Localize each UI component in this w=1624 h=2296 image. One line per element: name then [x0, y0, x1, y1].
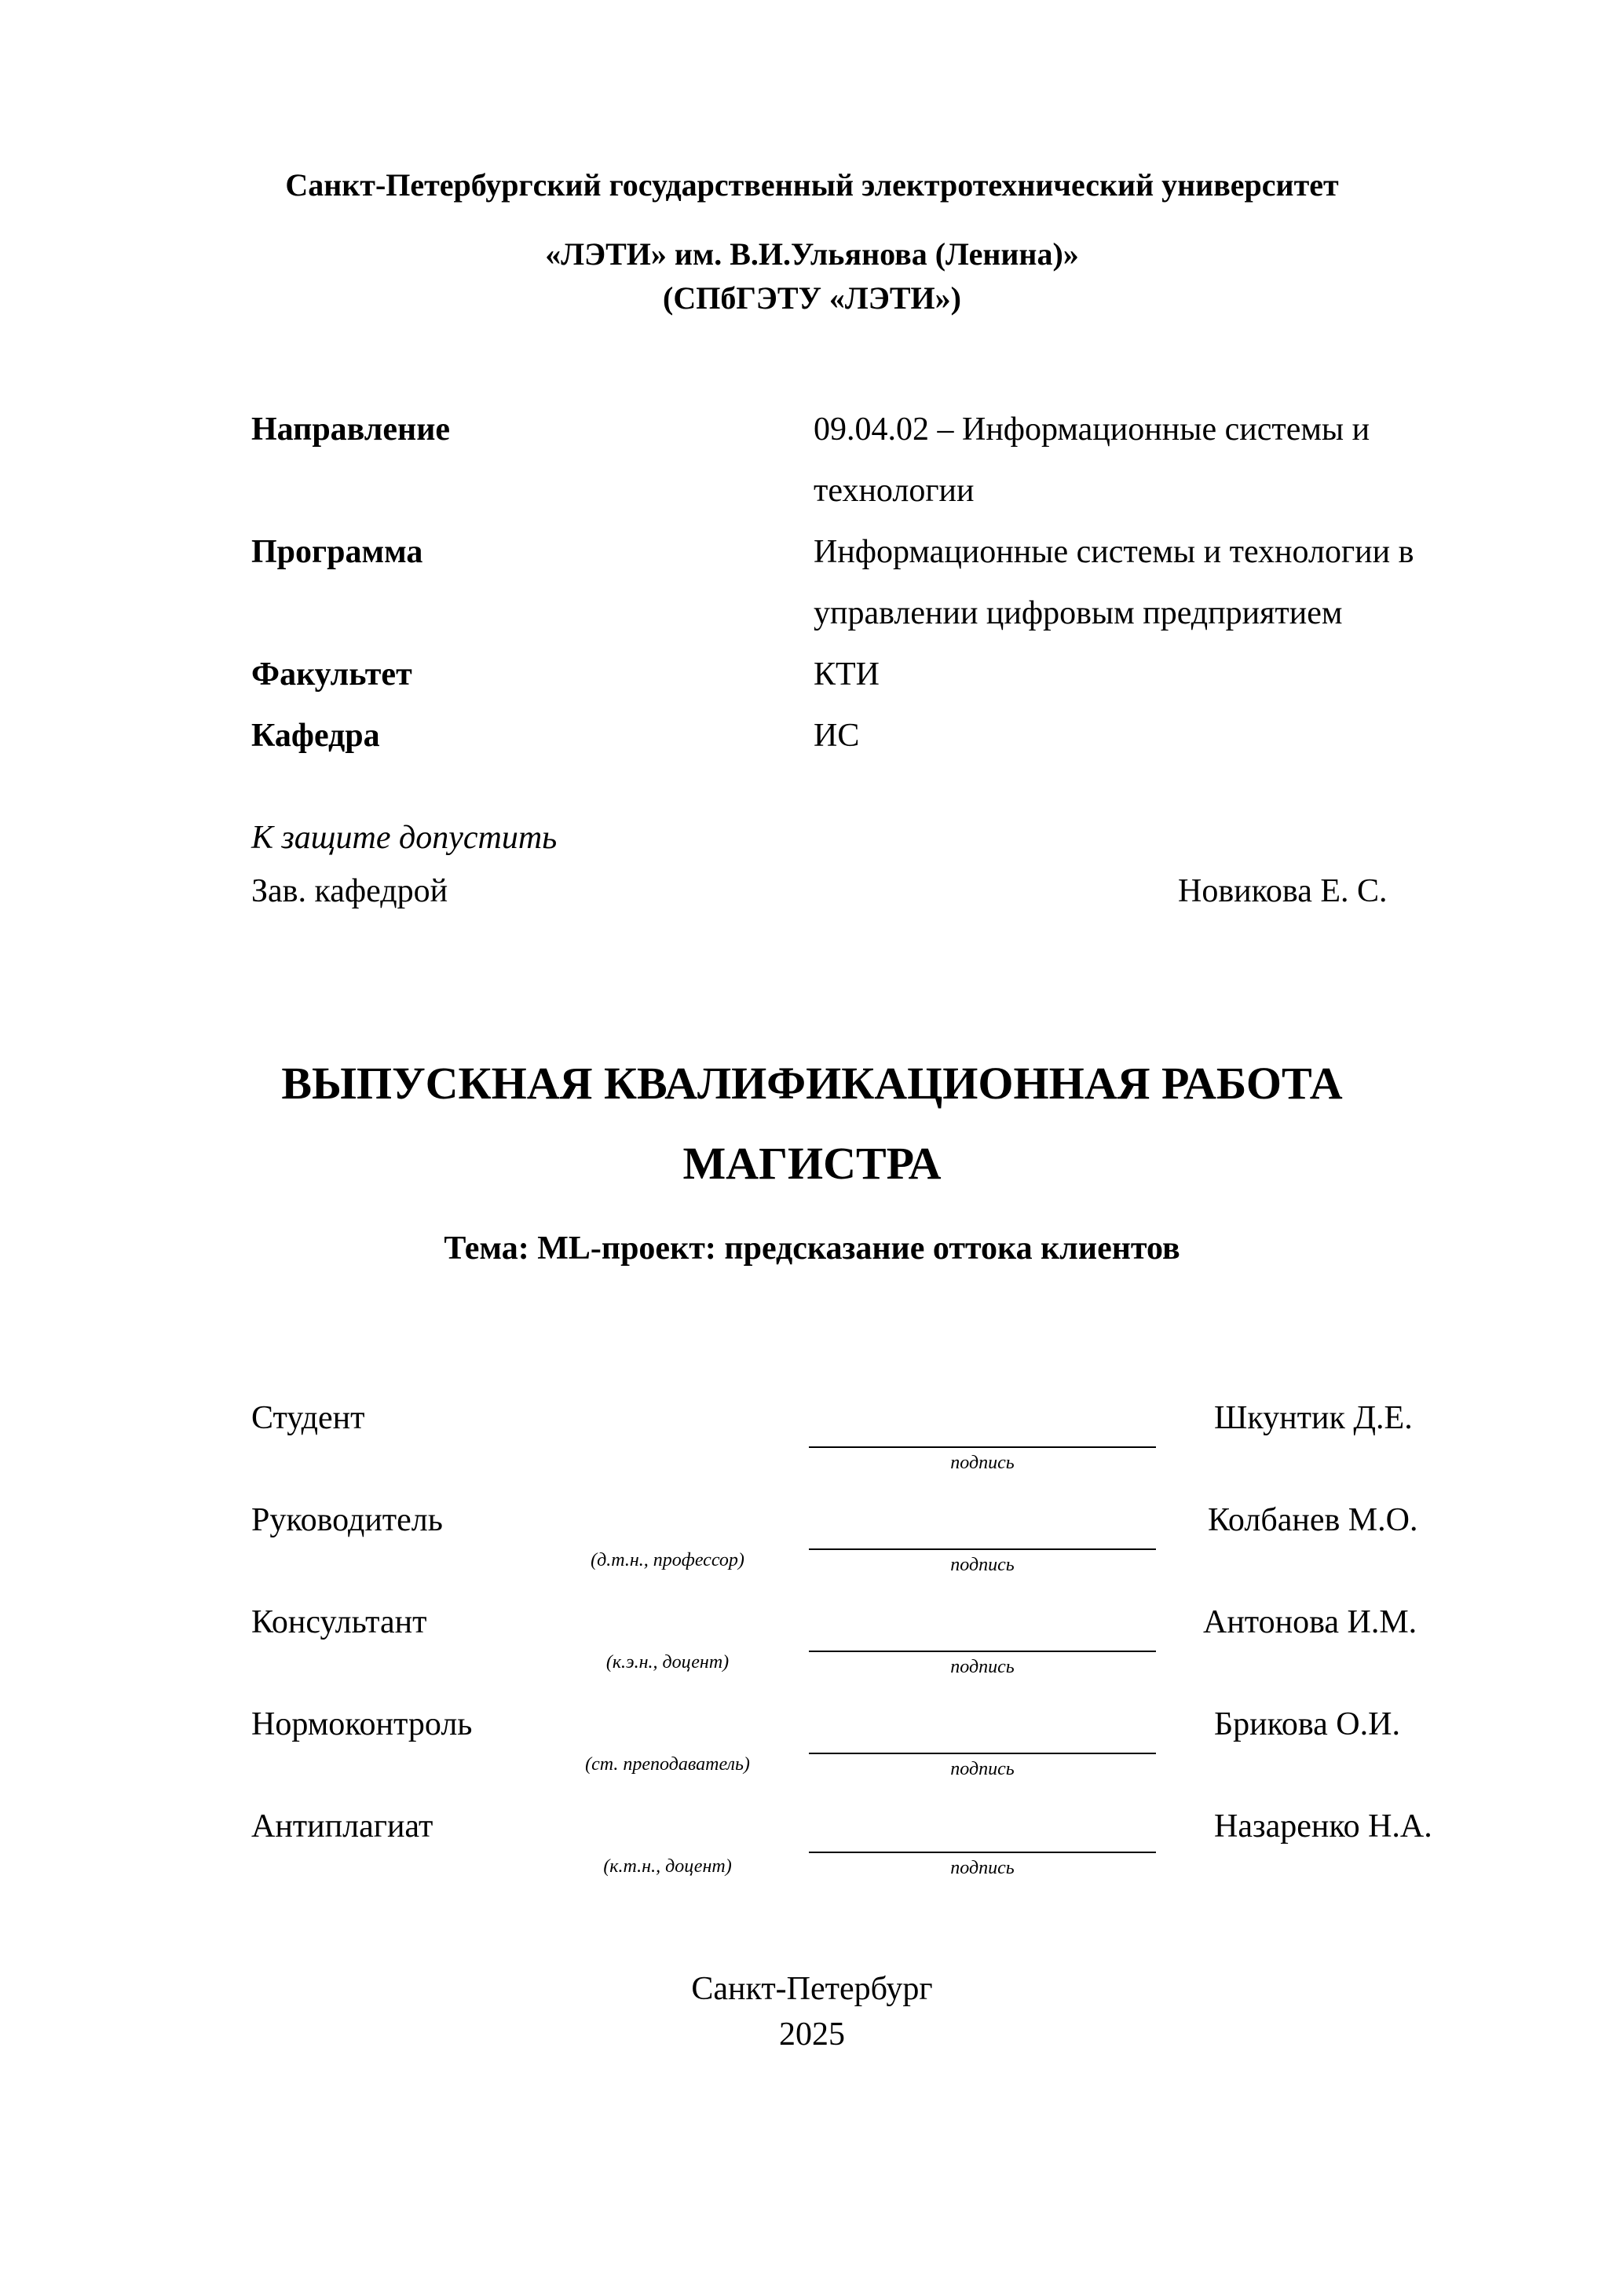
field-value-direction-line1: 09.04.02 – Информационные системы и — [814, 411, 1370, 448]
field-label-direction: Направление — [251, 411, 451, 448]
signature-role-antiplagiarism: Антиплагиат — [251, 1808, 433, 1844]
field-value-program-line2: управлении цифровым предприятием — [814, 595, 1343, 631]
university-abbreviation: (СПбГЭТУ «ЛЭТИ») — [663, 280, 961, 316]
signature-degree-antiplagiarism: (к.т.н., доцент) — [603, 1856, 732, 1877]
signature-line-normcontrol — [809, 1753, 1156, 1754]
signature-role-consultant: Консультант — [251, 1604, 427, 1640]
head-of-department-name: Новикова Е. С. — [1178, 873, 1388, 909]
signature-degree-supervisor: (д.т.н., профессор) — [591, 1550, 744, 1570]
field-value-department: ИС — [814, 718, 860, 754]
field-value-faculty: КТИ — [814, 656, 880, 693]
head-of-department-label: Зав. кафедрой — [251, 873, 448, 909]
signature-name-consultant: Антонова И.М. — [1203, 1604, 1417, 1640]
footer-year: 2025 — [779, 2016, 845, 2053]
signature-name-antiplagiarism: Назаренко Н.А. — [1214, 1808, 1432, 1844]
field-value-direction-line2: технологии — [814, 473, 975, 509]
signature-line-consultant — [809, 1651, 1156, 1652]
field-label-department: Кафедра — [251, 718, 380, 754]
signature-name-supervisor: Колбанев М.О. — [1208, 1502, 1418, 1538]
signature-role-normcontrol: Нормоконтроль — [251, 1706, 473, 1742]
field-label-faculty: Факультет — [251, 656, 412, 693]
signature-degree-normcontrol: (ст. преподаватель) — [585, 1754, 750, 1775]
signature-degree-consultant: (к.э.н., доцент) — [605, 1652, 730, 1673]
signature-caption-consultant: подпись — [950, 1657, 1015, 1677]
signature-role-student: Студент — [251, 1400, 365, 1436]
signature-line-student — [809, 1446, 1156, 1448]
signature-name-normcontrol: Брикова О.И. — [1214, 1706, 1400, 1742]
field-value-program-line1: Информационные системы и технологии в — [814, 534, 1414, 570]
footer-city: Санкт-Петербург — [691, 1971, 933, 2007]
university-short-name: «ЛЭТИ» им. В.И.Ульянова (Ленина)» — [545, 236, 1079, 272]
admit-to-defense-text: К защите допустить — [251, 820, 558, 856]
signature-caption-supervisor: подпись — [950, 1555, 1015, 1575]
signature-caption-student: подпись — [950, 1453, 1015, 1473]
signature-line-supervisor — [809, 1548, 1156, 1550]
work-title-line2: МАГИСТРА — [682, 1138, 942, 1189]
signature-name-student: Шкунтик Д.Е. — [1214, 1400, 1413, 1436]
work-topic: Тема: ML-проект: предсказание оттока клиентов — [444, 1230, 1180, 1267]
signature-role-supervisor: Руководитель — [251, 1502, 443, 1538]
field-label-program: Программа — [251, 534, 423, 570]
signature-caption-antiplagiarism: подпись — [950, 1858, 1015, 1878]
signature-line-antiplagiarism — [809, 1852, 1156, 1853]
work-title-line1: ВЫПУСКНАЯ КВАЛИФИКАЦИОННАЯ РАБОТА — [281, 1058, 1343, 1109]
university-name: Санкт-Петербургский государственный электротехнический университет — [285, 167, 1339, 203]
signature-caption-normcontrol: подпись — [950, 1759, 1015, 1779]
